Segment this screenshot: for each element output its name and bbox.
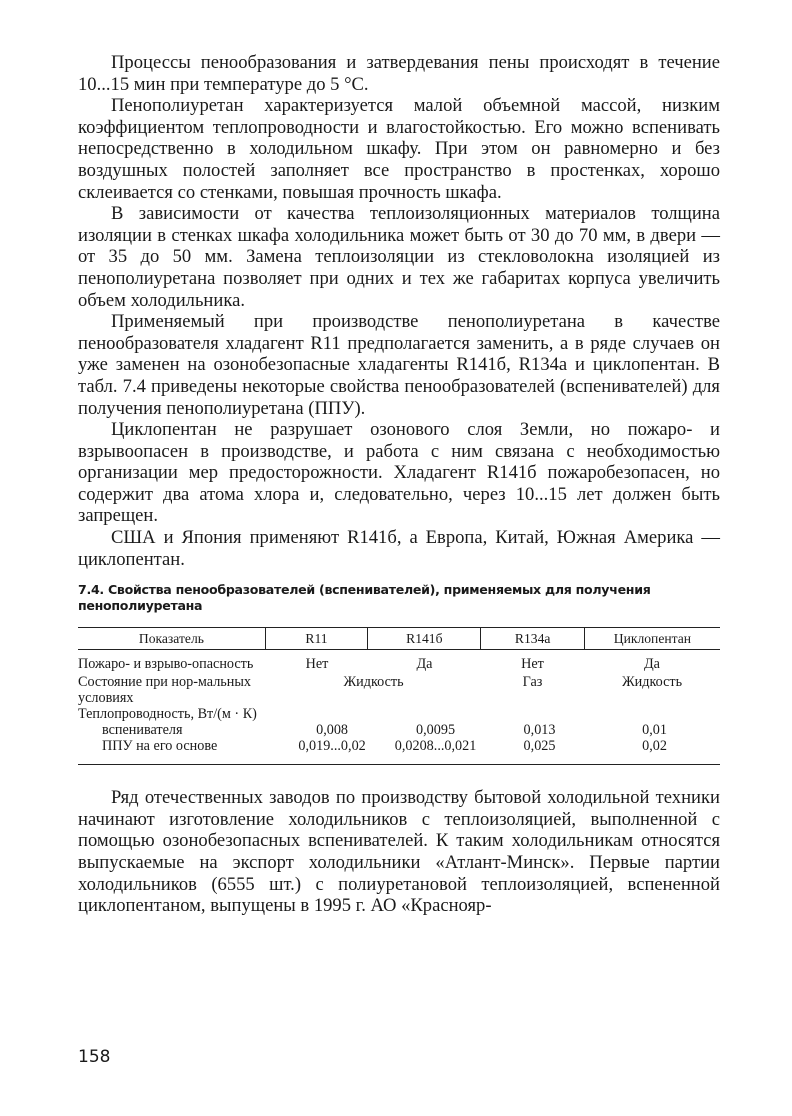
row-label-hazard: Пожаро- и взрыво-опасность xyxy=(78,656,254,673)
cell-state-r134a: Газ xyxy=(522,674,543,691)
table-row xyxy=(78,656,720,672)
cell-ppu-r11: 0,019...0,02 xyxy=(298,738,366,755)
row-label-foaming: вспенивателя xyxy=(102,722,183,739)
table-header-row xyxy=(78,627,720,650)
cell-hazard-cyclopentane: Да xyxy=(644,656,660,673)
cell-ppu-r134a: 0,025 xyxy=(523,738,556,755)
cell-foaming-cyclopentane: 0,01 xyxy=(642,722,667,739)
table-row xyxy=(78,674,720,706)
cell-foaming-r11: 0,008 xyxy=(316,722,349,739)
row-label-state: Состояние при нор-мальных условиях xyxy=(78,674,252,707)
properties-table xyxy=(78,627,720,765)
cell-ppu-cyclopentane: 0,02 xyxy=(642,738,667,755)
cell-state-cyclopentane: Жидкость xyxy=(621,674,683,691)
paragraph-3: В зависимости от качества теплоизоляционных материалов толщина изоляции в стенках шкафа холодильника может быть от 30 до 70 мм, в двери — от 35 до 50 мм. Замена теплоизоляции из стекловолокна изоляцией из пенополиуретана позволяет при одних и тех же габаритах корпуса увеличить объем холодильника. xyxy=(78,203,720,311)
paragraph-1: Процессы пенообразования и затвердевания пены происходят в течение 10...15 мин при температуре до 5 °С. xyxy=(78,52,720,95)
header-r134a: R134а xyxy=(481,628,584,649)
table-caption: 7.4. Свойства пенообразователей (вспенивателей), применяемых для получения пенополиуретана xyxy=(78,582,651,614)
table-row xyxy=(78,722,720,738)
paragraph-6: США и Япония применяют R141б, а Европа, Китай, Южная Америка — циклопентан. xyxy=(78,527,720,570)
row-label-conductivity: Теплопроводность, Вт/(м · К) xyxy=(78,706,257,723)
page-body xyxy=(78,52,720,917)
page-number: 158 xyxy=(78,1047,111,1067)
cell-state-r11-r141b: Жидкость xyxy=(343,674,404,691)
table-row xyxy=(78,706,720,722)
header-r141b: R141б xyxy=(368,628,481,649)
cell-hazard-r141b: Да xyxy=(416,656,433,673)
paragraph-5: Циклопентан не разрушает озонового слоя Земли, но пожаро- и взрывоопасен в производстве, и работа с ним связана с необходимостью организации мер предосторожности. Хладагент R141б пожаробезопасен, но содержит два атома хлора и, следовательно, через 10...15 лет должен быть запрещен. xyxy=(78,419,720,527)
row-label-ppu: ППУ на его основе xyxy=(102,738,218,755)
cell-ppu-r141b: 0,0208...0,021 xyxy=(394,738,477,755)
cell-foaming-r134a: 0,013 xyxy=(523,722,556,739)
cell-hazard-r134a: Нет xyxy=(521,656,544,673)
paragraph-4: Применяемый при производстве пенополиуретана в качестве пенообразователя хладагент R11 предполагается заменить, а в ряде случаев он уже заменен на озонобезопасные хладагенты R141б, R134а и циклопентан. В табл. 7.4 приведены некоторые свойства пенообразователей (вспенивателей) для получения пенополиуретана (ППУ). xyxy=(78,311,720,419)
header-r11: R11 xyxy=(266,628,368,649)
paragraph-7: Ряд отечественных заводов по производству бытовой холодильной техники начинают изготовление холодильников с теплоизоляцией, выполненной с помощью озонобезопасных вспенивателей. К таким холодильникам относятся выпускаемые на экспорт холодильники «Атлант-Минск». Первые партии холодильников (6555 шт.) с полиуретановой теплоизоляцией, вспененной циклопентаном, выпущены в 1995 г. АО «Краснояр- xyxy=(78,787,720,917)
header-cyclopentane: Циклопентан xyxy=(613,630,692,646)
header-indicator: Показатель xyxy=(78,628,266,649)
cell-hazard-r11: Нет xyxy=(305,656,329,673)
cell-foaming-r141b: 0,0095 xyxy=(416,722,456,739)
paragraph-2: Пенополиуретан характеризуется малой объемной массой, низким коэффициентом теплопроводности и влагостойкостью. Его можно вспенивать непосредственно в холодильном шкафу. При этом он равномерно и без воздушных полостей заполняет все пространство в простенках, хорошо склеивается со стенками, повышая прочность шкафа. xyxy=(78,95,720,203)
table-row xyxy=(78,738,720,754)
table-body xyxy=(78,650,720,765)
